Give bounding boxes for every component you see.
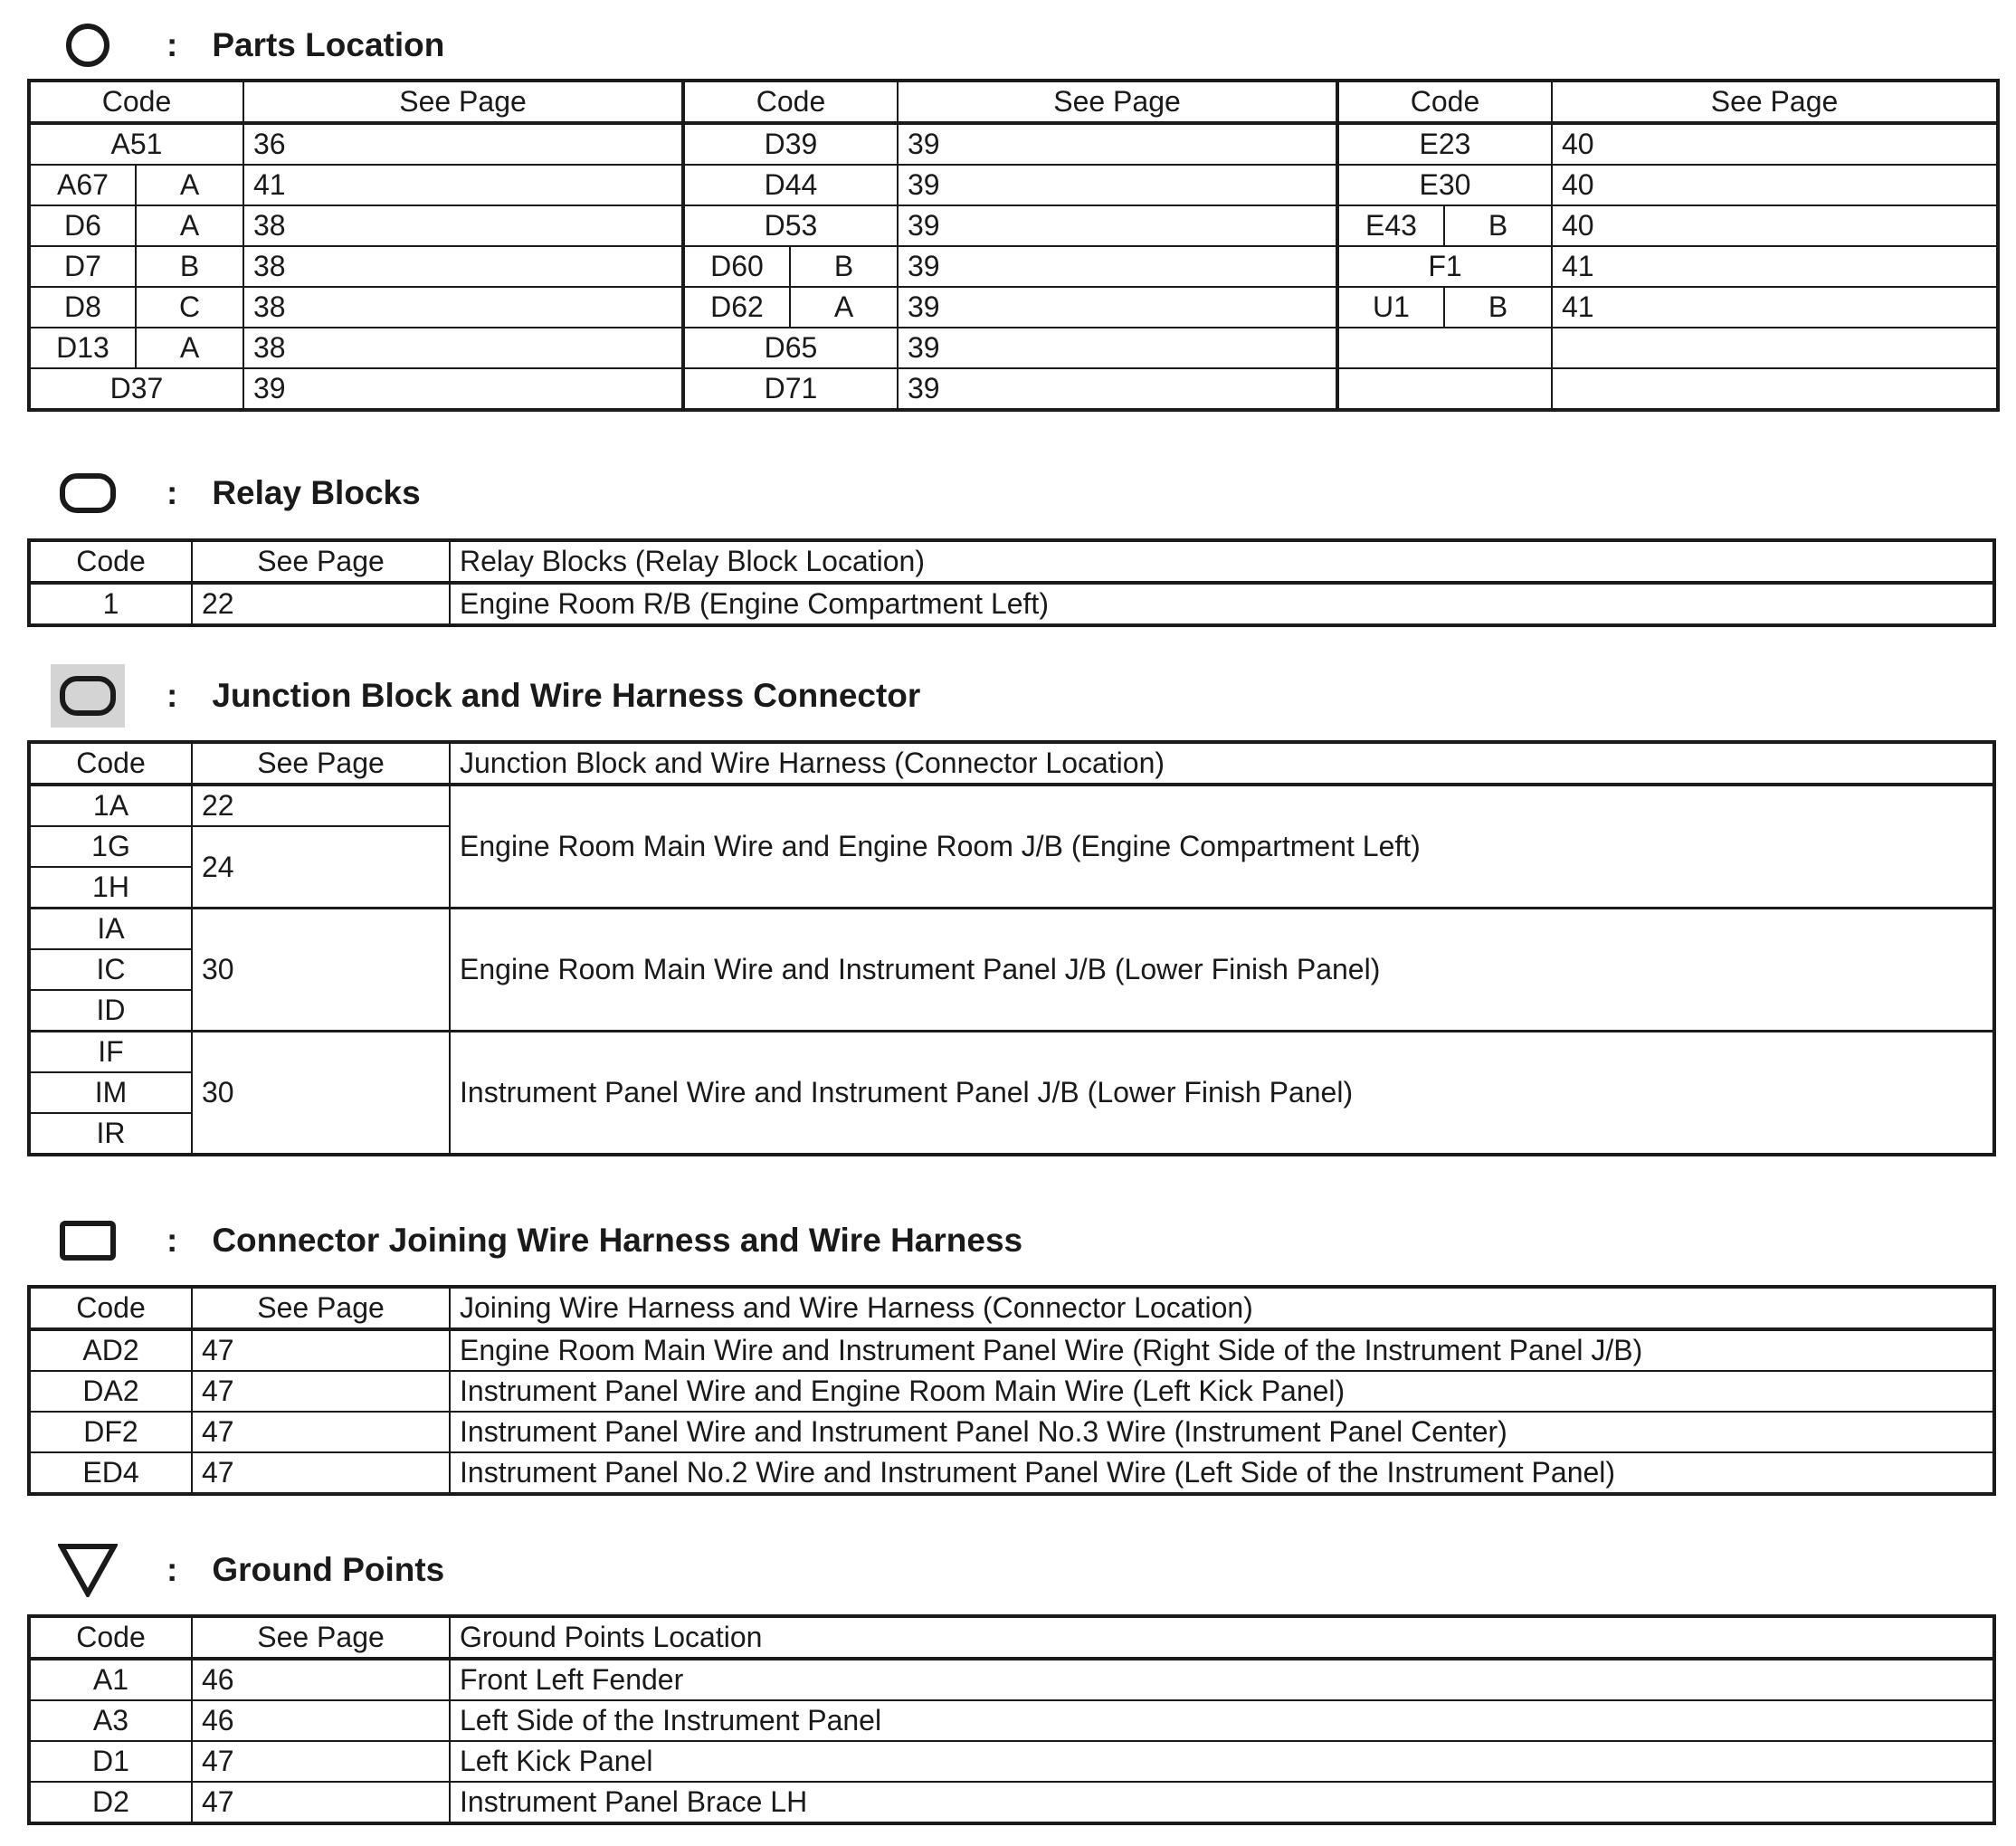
table-header-row: Code See Page Ground Points Location [29, 1616, 1994, 1659]
table-header-row: Code See Page Relay Blocks (Relay Block Location) [29, 540, 1994, 583]
table-row: IM [29, 1072, 1994, 1113]
table-row: D37 39 D71 39 [29, 368, 1998, 410]
table-row: IR [29, 1113, 1994, 1155]
connector-joining-table [27, 1285, 1996, 1496]
table-row: D8 C 38 D62 A 39 U1 B 41 [29, 287, 1998, 328]
table-header-row: Code See Page Junction Block and Wire Harness (Connector Location) [29, 742, 1994, 785]
shaded-rounded-rect-icon [51, 664, 125, 728]
table-row: DA2 47 Instrument Panel Wire and Engine Room Main Wire (Left Kick Panel) [29, 1371, 1994, 1412]
table-row: A51 36 D39 39 E23 40 [29, 123, 1998, 165]
junction-block-title: : Junction Block and Wire Harness Connector [58, 664, 920, 728]
parts-location-table [27, 79, 2000, 412]
table-row: D13 A 38 D65 39 [29, 328, 1998, 368]
table-row: D7 B 38 D60 B 39 F1 41 [29, 246, 1998, 287]
relay-blocks-title: : Relay Blocks [58, 462, 421, 525]
table-row: DF2 47 Instrument Panel Wire and Instrument Panel No.3 Wire (Instrument Panel Center) [29, 1412, 1994, 1452]
table-row: 1H [29, 867, 1994, 909]
table-row: IC [29, 949, 1994, 990]
table-row: ID [29, 990, 1994, 1032]
table-row: IA 30 Engine Room Main Wire and Instrument Panel J/B (Lower Finish Panel) [29, 909, 1994, 950]
table-row: 1A 22 Engine Room Main Wire and Engine Room J/B (Engine Compartment Left) [29, 785, 1994, 826]
ground-points-title: : Ground Points [58, 1538, 444, 1602]
table-row: A67 A 41 D44 39 E30 40 [29, 165, 1998, 205]
table-row: 1 22 Engine Room R/B (Engine Compartment Left) [29, 583, 1994, 625]
triangle-down-icon [58, 1540, 118, 1600]
table-row: D1 47 Left Kick Panel [29, 1741, 1994, 1782]
table-row: D2 47 Instrument Panel Brace LH [29, 1782, 1994, 1823]
junction-block-table [27, 740, 1996, 1156]
table-row: ED4 47 Instrument Panel No.2 Wire and Instrument Panel Wire (Left Side of the Instrument Panel) [29, 1452, 1994, 1494]
table-row: IF 30 Instrument Panel Wire and Instrument Panel J/B (Lower Finish Panel) [29, 1032, 1994, 1073]
ground-points-table [27, 1614, 1996, 1825]
parts-location-title: : Parts Location [58, 14, 444, 77]
table-row: AD2 47 Engine Room Main Wire and Instrument Panel Wire (Right Side of the Instrument Panel J/B) [29, 1329, 1994, 1371]
circle-icon [58, 15, 118, 75]
table-row: 1G 24 [29, 826, 1994, 867]
rounded-rect-icon [58, 463, 118, 523]
connector-joining-title: : Connector Joining Wire Harness and Wire Harness [58, 1209, 1022, 1272]
relay-blocks-table [27, 538, 1996, 627]
table-header-row: Code See Page Code See Page Code See Page [29, 81, 1998, 123]
table-row: A1 46 Front Left Fender [29, 1659, 1994, 1700]
table-row: D6 A 38 D53 39 E43 B 40 [29, 205, 1998, 246]
rectangle-icon [58, 1211, 118, 1270]
table-row: A3 46 Left Side of the Instrument Panel [29, 1700, 1994, 1741]
table-header-row: Code See Page Joining Wire Harness and Wire Harness (Connector Location) [29, 1287, 1994, 1329]
